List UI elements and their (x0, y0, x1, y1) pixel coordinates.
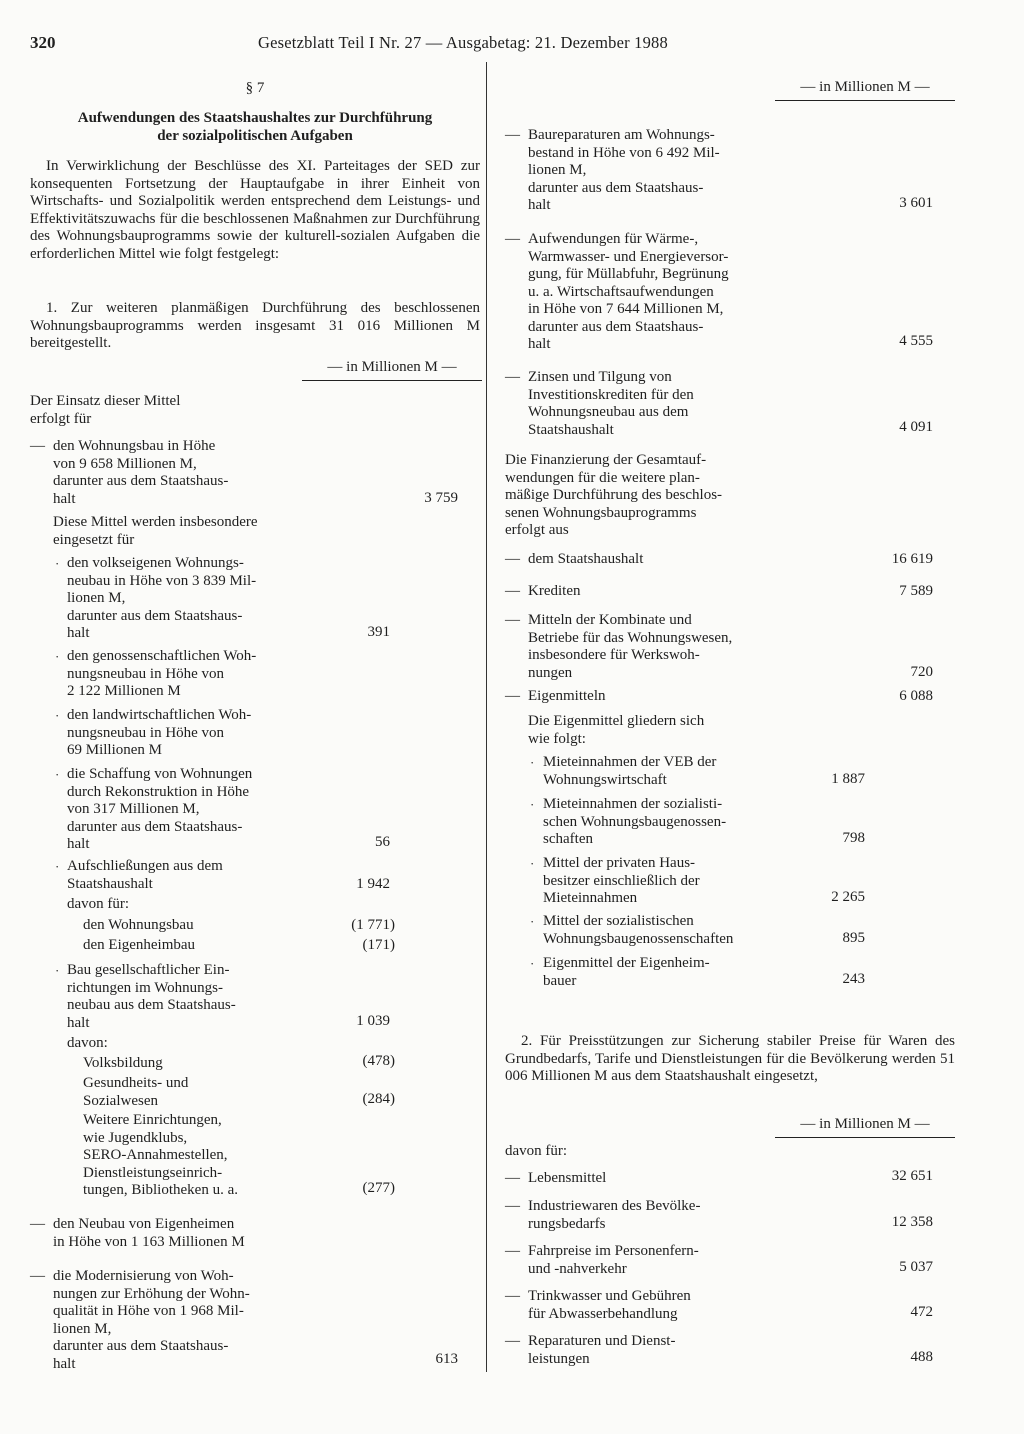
text-line: neubau aus dem Staatshaus- (67, 997, 236, 1013)
text-line: halt (67, 836, 90, 852)
text-line: und -nahverkehr (528, 1260, 627, 1277)
label-krediten: Krediten (528, 583, 581, 599)
text-line: erfolgt aus (505, 522, 569, 538)
value-eigenheimbauer: 243 (842, 971, 865, 987)
value-reparaturen: 488 (910, 1349, 933, 1365)
text-line: die Modernisierung von Woh- (53, 1268, 234, 1284)
text-line: halt (67, 1014, 90, 1031)
text-line: durch Rekonstruktion in Höhe (67, 783, 250, 800)
value-industriewaren: 12 358 (891, 1214, 933, 1230)
list-dash: — (505, 1333, 520, 1349)
list-dash: — (505, 369, 520, 385)
text-line: den genossenschaftlichen Woh- (67, 648, 257, 664)
text-line: wendungen für die weitere plan- (505, 469, 700, 486)
text-line: halt (53, 1355, 76, 1372)
sub-gesellschaftlich (67, 962, 307, 1032)
value-wohnungsbau-sub: (1 771) (351, 917, 395, 933)
text-line: wie Jugendklubs, (83, 1129, 188, 1146)
text-line: Mieteinnahmen der sozialisti- (543, 796, 723, 812)
text-line: neubau in Höhe von 3 839 Mil- (67, 572, 257, 589)
item-reparaturen (528, 1333, 788, 1368)
value-gesundheit: (284) (362, 1091, 395, 1107)
text-line: mäßige Durchführung des beschlos- (505, 487, 723, 503)
unit-label: — in Millionen M — (302, 359, 482, 381)
davon-label: davon: (67, 1035, 108, 1051)
text-line: lionen M, (53, 1320, 112, 1337)
text-line: 69 Millionen M (67, 742, 163, 758)
text-line: 2 122 Millionen M (67, 683, 181, 699)
text-line: schaften (543, 831, 593, 847)
finanzierung-text (505, 452, 795, 540)
unit-label: — in Millionen M — (775, 1116, 955, 1138)
text-line: Gesundheits- und (83, 1075, 189, 1091)
label-weitere-einrichtungen (83, 1112, 313, 1200)
value-eigenheimbau: (171) (362, 937, 395, 953)
bullet: · (55, 859, 60, 874)
text-line: Staatshaushalt (67, 875, 153, 892)
text-line: darunter aus dem Staatshaus- (67, 607, 243, 624)
text-line: leistungen (528, 1350, 590, 1367)
value-aufschliessungen: 1 942 (356, 876, 390, 892)
text-line: Die Eigenmittel gliedern sich (528, 713, 705, 729)
bullet: · (55, 708, 60, 723)
label-eigenheimbau: den Eigenheimbau (83, 937, 196, 953)
text-line: Sozialwesen (83, 1092, 158, 1109)
text-line: u. a. Wirtschaftsaufwendungen (528, 283, 714, 300)
label-wohnungsbau: den Wohnungsbau (83, 917, 194, 933)
text-line: Warmwasser- und Energieversor- (528, 248, 729, 265)
text-line: SERO-Annahmestellen, (83, 1147, 228, 1163)
value-sozialistisch: 895 (842, 930, 865, 946)
text-line: Industriewaren des Bevölke- (528, 1198, 701, 1214)
list-dash: — (30, 1268, 45, 1284)
value-wohnungsbau: 3 759 (424, 490, 458, 506)
text-line: nungen zur Erhöhung der Wohn- (53, 1285, 250, 1302)
value-modernisierung: 613 (435, 1351, 458, 1367)
list-dash: — (505, 1288, 520, 1304)
eigenmittel-hausbesitzer (543, 855, 803, 908)
value-kombinate: 720 (910, 664, 933, 680)
text-line: den volkseigenen Wohnungs- (67, 555, 244, 571)
bullet: · (55, 649, 60, 664)
page-header (30, 34, 970, 56)
value-weitere-einrichtungen: (277) (362, 1180, 395, 1196)
text-line: den landwirtschaftlichen Woh- (67, 707, 252, 723)
text-line: gung, für Müllabfuhr, Begrünung (528, 266, 729, 282)
text-line: qualität in Höhe von 1 968 Mil- (53, 1303, 244, 1319)
list-dash: — (505, 583, 520, 599)
label-eigenmittel: Eigenmitteln (528, 688, 606, 704)
text-line: richtungen im Wohnungs- (67, 979, 223, 996)
text-line: Diese Mittel werden insbesondere (53, 514, 258, 530)
text-line: Investitionskrediten für den (528, 386, 694, 403)
text-line: Fahrpreise im Personenfern- (528, 1243, 699, 1259)
item-fahrpreise (528, 1243, 788, 1278)
text-line: von 317 Millionen M, (67, 801, 200, 817)
intro-paragraph: In Verwirklichung der Beschlüsse des XI. Parteitages der SED zur konsequenten Fortsetzung der Hauptaufgabe in ihrer Einheit von Wirtschafts- und Sozialpolitik werden entsprechend dem Leistungs- und Effektivitätszuwachs für die beschlossenen Maßnahmen zur Durchführung des Wohnungsbauprogramms sowie der kulturell-sozialen Aufgaben die erforderlichen Mittel wie folgt festgelegt: (30, 158, 480, 262)
text-line: Wohnungsbaugenossenschaften (543, 930, 734, 947)
text-line: rungsbedarfs (528, 1215, 606, 1232)
sub-aufschliessungen (67, 858, 307, 893)
text-line: nungen (528, 664, 573, 681)
text-line: Baureparaturen am Wohnungs- (528, 127, 715, 143)
text-line: in Höhe von 7 644 Millionen M, (528, 301, 724, 317)
list-dash: — (505, 1170, 520, 1186)
value-krediten: 7 589 (899, 583, 933, 599)
text-line: darunter aus dem Staatshaus- (53, 1338, 229, 1354)
text-line: Eigenmittel der Eigenheim- (543, 955, 710, 971)
value-zinsen: 4 091 (899, 419, 933, 435)
text-line: lionen M, (67, 590, 126, 606)
text-line: besitzer einschließlich der (543, 872, 700, 889)
text-line: darunter aus dem Staatshaus- (528, 318, 704, 335)
text-line: wie folgt: (528, 730, 586, 747)
value-aufwendungen: 4 555 (899, 333, 933, 349)
item-aufwendungen (528, 231, 818, 354)
value-fahrpreise: 5 037 (899, 1259, 933, 1275)
text-line: darunter aus dem Staatshaus- (53, 473, 229, 489)
eigenmittel-genossenschaften (543, 796, 803, 849)
list-dash: — (505, 1198, 520, 1214)
label-staatshaushalt: dem Staatshaushalt (528, 551, 644, 567)
eigenmittel-intro (528, 713, 808, 748)
text-line: Dienstleistungseinrich- (83, 1164, 223, 1181)
text-line: eingesetzt für (53, 531, 135, 548)
text-line: von 9 658 Millionen M, (53, 455, 197, 472)
bullet: · (530, 956, 535, 971)
text-line: den Wohnungsbau in Höhe (53, 438, 216, 454)
sub-genossenschaftlich (67, 648, 307, 701)
value-rekonstruktion: 56 (375, 834, 390, 850)
text-line: Aufschließungen aus dem (67, 858, 223, 874)
text-line: halt (67, 625, 90, 641)
text-line: Wohnungswirtschaft (543, 771, 667, 788)
bullet: · (530, 856, 535, 871)
text-line: Mieteinnahmen der VEB der (543, 754, 717, 770)
value-veb: 1 887 (831, 771, 865, 787)
sub-rekonstruktion (67, 766, 307, 854)
bullet: · (55, 963, 60, 978)
bullet: · (55, 556, 60, 571)
text-line: halt (53, 490, 76, 507)
item-trinkwasser (528, 1288, 788, 1323)
label-lebensmittel: Lebensmittel (528, 1170, 607, 1186)
unit-label: — in Millionen M — (775, 79, 955, 101)
item-zinsen (528, 369, 808, 439)
text-line: Staatshaushalt (528, 421, 614, 438)
list-dash: — (505, 612, 520, 628)
item-baureparaturen (528, 127, 808, 215)
text-line: halt (528, 336, 551, 352)
value-lebensmittel: 32 651 (891, 1168, 933, 1184)
text-line: Aufwendungen für Wärme-, (528, 231, 699, 247)
text-line: schen Wohnungsbaugenossen- (543, 813, 727, 830)
text-line: bauer (543, 972, 577, 989)
text-line: für Abwasserbehandlung (528, 1305, 678, 1322)
list-dash: — (505, 231, 520, 247)
page-number: 320 (30, 33, 56, 52)
point-1-paragraph: 1. Zur weiteren planmäßigen Durchführung des beschlossenen Wohnungsbauprogramms werden insgesamt 31 016 Millionen M bereitgestellt. (30, 300, 480, 351)
section-title-line: der sozialpolitischen Aufgaben (157, 128, 353, 144)
list-dash: — (30, 1216, 45, 1232)
bullet: · (530, 797, 535, 812)
text-line: darunter aus dem Staatshaus- (67, 818, 243, 835)
value-genossenschaften: 798 (842, 830, 865, 846)
item-modernisierung (53, 1268, 333, 1373)
text-line: Bau gesellschaftlicher Ein- (67, 962, 230, 978)
text-line: senen Wohnungsbauprogramms (505, 504, 697, 521)
column-divider (486, 62, 487, 1372)
text-line: lionen M, (528, 162, 587, 178)
list-dash: — (30, 438, 45, 454)
text-line: nungsneubau in Höhe von (67, 665, 225, 682)
value-eigenmittel: 6 088 (899, 688, 933, 704)
section-number: § 7 (245, 80, 265, 96)
value-trinkwasser: 472 (910, 1304, 933, 1320)
item-industriewaren (528, 1198, 788, 1233)
text-line: bestand in Höhe von 6 492 Mil- (528, 144, 720, 161)
bullet: · (55, 767, 60, 782)
text-line: Weitere Einrichtungen, (83, 1112, 222, 1128)
text-line: tungen, Bibliotheken u. a. (83, 1182, 238, 1198)
item-wohnungsbau (53, 438, 333, 508)
item-kombinate (528, 612, 828, 682)
point-2-paragraph: 2. Für Preisstützungen zur Sicherung stabiler Preise für Waren des Grundbedarfs, Tarife und Dienstleistungen für die Bevölkerung werden 51 006 Millionen M aus dem Staatshaushalt eingesetzt, (505, 1033, 955, 1084)
text-line: Mittel der privaten Haus- (543, 855, 696, 871)
list-dash: — (505, 1243, 520, 1259)
text-line: erfolgt für (30, 410, 92, 427)
text-line: halt (528, 197, 551, 213)
text-line: den Neubau von Eigenheimen (53, 1216, 235, 1232)
sub-volkseigen (67, 555, 307, 643)
item-eigenheime (53, 1216, 333, 1251)
text-line: insbesondere für Werkswoh- (528, 647, 700, 663)
text-line: Mieteinnahmen (543, 890, 638, 906)
list-dash: — (505, 688, 520, 704)
text-line: Der Einsatz dieser Mittel (30, 393, 181, 409)
label-volksbildung: Volksbildung (83, 1055, 163, 1071)
text-line: nungsneubau in Höhe von (67, 724, 225, 741)
value-volksbildung: (478) (362, 1053, 395, 1069)
value-gesellschaftlich: 1 039 (356, 1013, 390, 1029)
text-line: Trinkwasser und Gebühren (528, 1288, 691, 1304)
value-volkseigen: 391 (367, 624, 390, 640)
text-line: Wohnungsneubau aus dem (528, 404, 689, 420)
value-hausbesitzer: 2 265 (831, 889, 865, 905)
section-title-line: Aufwendungen des Staatshaushaltes zur Durchführung (77, 110, 433, 126)
einsatz-intro (30, 393, 290, 428)
bullet: · (530, 914, 535, 929)
text-line: Betriebe für das Wohnungswesen, (528, 629, 733, 646)
list-dash: — (505, 551, 520, 567)
value-baureparaturen: 3 601 (899, 195, 933, 211)
davon-fuer-label: davon für: (67, 896, 130, 912)
label-gesundheit (83, 1075, 188, 1110)
bullet: · (530, 755, 535, 770)
eigenmittel-eigenheimbauer (543, 955, 803, 990)
text-line: in Höhe von 1 163 Millionen M (53, 1233, 245, 1250)
text-line: Mittel der sozialistischen (543, 913, 694, 929)
gazette-title: Gesetzblatt Teil I Nr. 27 — Ausgabetag: 21. Dezember 1988 (258, 33, 668, 52)
eigenmittel-veb (543, 754, 803, 789)
text-line: Die Finanzierung der Gesamtauf- (505, 452, 707, 468)
text-line: Reparaturen und Dienst- (528, 1333, 676, 1349)
section-title (30, 109, 480, 145)
text-line: darunter aus dem Staatshaus- (528, 179, 704, 196)
value-staatshaushalt: 16 619 (891, 551, 933, 567)
text-line: Mitteln der Kombinate und (528, 612, 692, 628)
eigenmittel-sozialistisch (543, 913, 803, 948)
list-dash: — (505, 127, 520, 143)
text-line: Zinsen und Tilgung von (528, 369, 672, 385)
davon-fuer-label: davon für: (505, 1143, 568, 1159)
diese-mittel-text (53, 514, 353, 549)
text-line: die Schaffung von Wohnungen (67, 766, 253, 782)
sub-landwirtschaftlich (67, 707, 307, 760)
